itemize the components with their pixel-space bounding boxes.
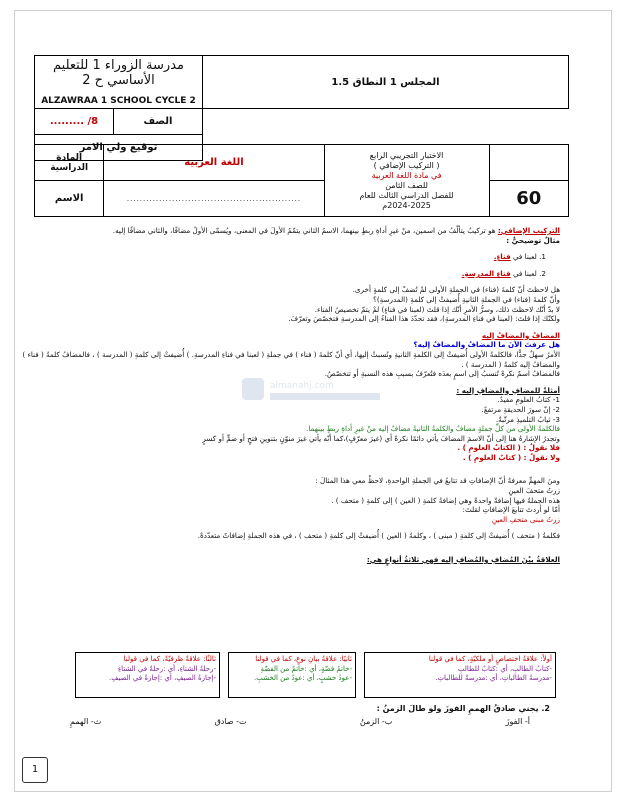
section-2-question: هل عرفتَ الآنَ ما المضافُ والمضافُ إليه؟: [413, 340, 560, 350]
school-name-en: ALZAWRAA 1 SCHOOL CYCLE 2: [41, 96, 196, 106]
example-label: مثالٌ توضيحيٌّ :: [506, 235, 560, 245]
question-2: وأنّ كلمةَ (فناء) في الجملةِ الثانيةِ أُضيفتْ إلى كلمةِ (المدرسةِ)؟: [373, 294, 560, 304]
option-c[interactable]: ت- صادق: [214, 717, 247, 726]
definition-paragraph: [22, 226, 560, 236]
test-line-5: للفصل الدراسي الثالث للعام: [359, 190, 454, 200]
section-3-paragraph-4: ولا نقولُ : ( كتابٌ العلومِ ) .: [462, 452, 560, 462]
school-name-ar: مدرسة الزوراء 1 للتعليم الأساسي ح 2: [53, 58, 184, 88]
subject-value-cell: [104, 145, 324, 181]
section-3-example-3: 3- ثيابُ التلميذِ مرتّبةٌ.: [495, 414, 560, 424]
council-cell: [203, 56, 569, 109]
section-5-title: العلاقةُ بيْنَ المُضافِ والمُضافِ إليه فهي ثلاثةُ أنواعٍ هي:: [366, 555, 560, 565]
test-info-cell: [324, 145, 489, 217]
parent-signature-label: توقيع ولي الامر: [79, 142, 158, 153]
lesson-content: [22, 226, 560, 565]
watermark-text: almanahj.com: [270, 381, 334, 391]
test-line-6: 2024-2025م: [382, 200, 431, 210]
school-cell: [35, 56, 203, 109]
question-3: لا بدّ أنّك لاحظتَ ذلك، وسرُّ الأمرِ أنّك إذا قلتَ (لعبنا في فناءٍ) لمْ يتمّ تخصيصُ الفناء.: [314, 304, 560, 314]
definition-term: التركيب الإضافي:: [497, 226, 560, 235]
relation-box-1: [364, 652, 556, 698]
relation-box-2-title: ثانيًا: علاقةُ بيانِ نوعٍ، كما في قولنا: [255, 655, 352, 663]
page-number: 1: [22, 757, 48, 783]
example-2: [22, 269, 560, 279]
name-label-cell: [35, 181, 104, 217]
score-value: 60: [516, 188, 542, 209]
relation-box-2-line-1: -خاتمُ فضّةٍ، أي :خاتمٌ من الفضّةِ: [260, 664, 352, 673]
test-line-3: في مادة اللغة العربية: [371, 170, 442, 180]
section-3-paragraph-3: فلا نقولُ : ( الكتابُ العلومِ ) .: [457, 443, 560, 453]
example-1-text: 1. لعبنا في: [510, 252, 546, 262]
option-d[interactable]: ث- الهممِ: [70, 717, 102, 726]
section-4-paragraph-3: هذه الجملةُ فيها إضافةٌ واحدةٌ وهي إضافةُ كلمةِ ( العين ) إلى كلمةِ ( متحف ) .: [331, 495, 560, 505]
subject-label: المادة الدراسية: [50, 152, 89, 173]
subject-label-cell: [35, 145, 104, 181]
test-line-2: ( التركيب الإضافي ): [373, 160, 440, 170]
section-4-paragraph-6: فكلمةُ ( متحف ) أُضيفتْ إلى كلمةِ ( مبنى ) ، وكلمةُ ( العين ) أُضيفتْ إلى كلمةِ ( متحف ) ، في هذه الجملةِ إضافاتٌ متعدّدةٌ.: [197, 531, 560, 541]
example-2-text: 2. لعبنا في: [510, 268, 546, 278]
section-3-title: أمثلةٌ للمضافِ والمضافِ إليه :: [456, 385, 560, 395]
question-1: هل لاحظتَ أنّ كلمةَ (فناء) في الجملةِ الأولى لمْ تُضفْ إلى كلمةٍ أخرى.: [352, 285, 560, 295]
name-dots: ......................................................: [126, 195, 302, 203]
relation-box-3-title: ثالثًا: علاقةٌ ظرفيّةٌ، كما في قولنا: [123, 655, 216, 663]
relation-box-1-title: أولاً: علاقةُ اختصاصٍ أو ملكيّةٍ، كما في قولنا: [428, 655, 552, 663]
name-field[interactable]: [104, 181, 324, 217]
section-3-example-2: 2- إنّ سورَ الحديقةِ مرتفعٌ.: [481, 404, 560, 414]
question-2-number: 2.: [541, 704, 550, 713]
question-2-line: [60, 704, 550, 713]
class-label-cell: [114, 109, 203, 135]
section-3-paragraph-1: فالكلمةُ الأولى من كلِّ جملةٍ مضافٌ والكلمةُ الثانيةُ مضافٌ إليه منْ غيرِ أداةِ ربطٍ بينهما.: [306, 424, 560, 434]
section-4-paragraph-1: ومنَ المهمِّ معرفةُ أنّ الإضافاتِ قد تتابعُ في الجملةِ الواحدةِ، لاحظْ معي هذا المثالَ :: [315, 476, 560, 486]
section-3-example-1: 1- كتابُ العلومِ مفيدٌ.: [497, 395, 560, 405]
definition-text: هو تركيبٌ يتألّفُ من اسمين، منْ غيرِ أداةِ ربطٍ بينهما، الاسمُ الثاني يتمّمُ الأولَ في المعنى، ويُسمّى الأولُ مضافًا، والثاني مضافًا إليه.: [112, 226, 498, 235]
class-label: الصف: [143, 116, 173, 127]
section-4-paragraph-5: زرتُ مبنى متحفِ العينِ: [491, 514, 560, 524]
example-1-word: فناءٍ.: [493, 252, 511, 262]
relation-box-2: [228, 652, 356, 698]
option-b[interactable]: ب- الزمنُ: [359, 717, 393, 726]
test-line-4: للصف الثامن: [385, 180, 428, 190]
question-4: ولكنّك إذا قلتَ: (لعبنا في فناءِ المدرسةِ)، فقد تحدّدَ هذا الفناءُ إلى المدرسةِ فتخصّصَ وتعرّفَ.: [288, 314, 560, 324]
relation-box-2-line-2: -عودُ خشبٍ، أي :عودٌ من الخشبِ.: [254, 674, 352, 682]
relation-box-1-line-2: -مدرسةُ الطالباتِ، أي :مدرسةٌ للطالباتِ.: [435, 674, 552, 682]
example-2-word: فناءِ المدرسةِ.: [461, 268, 511, 278]
section-3-paragraph-2: وتجدرُ الإشارةُ هنا إلى أنّ الاسمَ المضافَ يأتي دائمًا نكرةً أي (غيرَ معرّفٍ)،كما أنّه يأتي غيرَ منوّنٍ بتنوينِ فتحٍ أو ضمٍّ أو كسرٍ: [202, 433, 560, 443]
relation-box-1-line-1: -كتابُ الطالبِ، أي :كتابٌ للطالبِ: [457, 664, 552, 673]
relation-box-3-line-2: -إجازةُ الصيفِ، أي :إجازةٌ في الصيفِ.: [108, 674, 216, 682]
section-2-title: المضافُ والمضافُ إليه: [481, 330, 560, 340]
question-2-options: [60, 717, 550, 726]
option-a[interactable]: أ- الفوزَ: [505, 717, 530, 726]
score-cell: [489, 181, 568, 217]
section-2-paragraph-1: الأمرُ سهلٌ جدًّا، فالكلمةُ الأولى أُضيفتْ إلى الكلمةِ الثانيةِ ونُسبتْ إليها، أي أنّ كلمةَ ( فناء ) في جملةِ ( لعبنا في فناءِ المدرسةِ. ) أُضيفتْ إلى كلمةِ ( المدرسة ) ، فالمضافُ كلمةُ ( فناء ) والمضافُ إليه كلمةُ ( المدرسة ) .: [22, 349, 560, 369]
question-2-text: يجني صادقُ الهممِ الفوزَ ولو طالَ الزمنُ :: [376, 704, 539, 713]
relation-box-3-line-1: -رحلةُ الشتاءِ، أي :رحلةٌ في الشتاءِ: [117, 664, 216, 673]
section-4-paragraph-4: أمّا لو أردتَ تتابعَ الإضافاتِ لقلتَ:: [462, 505, 560, 515]
subject-value: اللغة العربية: [184, 157, 244, 168]
header-table-2: [34, 144, 569, 217]
name-label: الاسم: [54, 193, 84, 204]
class-value: ......... /8: [49, 116, 99, 127]
section-4-paragraph-2: زرتُ متحفَ العينِ: [508, 486, 560, 496]
relation-box-3: [75, 652, 220, 698]
council-label: المجلس 1 النطاق 1.5: [331, 76, 440, 88]
section-2-paragraph-2: فالمضافُ اسمٌ نكرةٌ تُنسبُ إلى اسمٍ بعدَه فتُعرّفُ بسببِ هذه النسبةِ أو تتخصّصُ.: [324, 369, 560, 379]
class-value-cell: [35, 109, 114, 135]
score-top-cell: [489, 145, 568, 181]
test-line-1: الاختبار التجريبي الرابع: [369, 150, 444, 160]
question-2-block: [60, 704, 550, 726]
example-1: [22, 252, 560, 262]
